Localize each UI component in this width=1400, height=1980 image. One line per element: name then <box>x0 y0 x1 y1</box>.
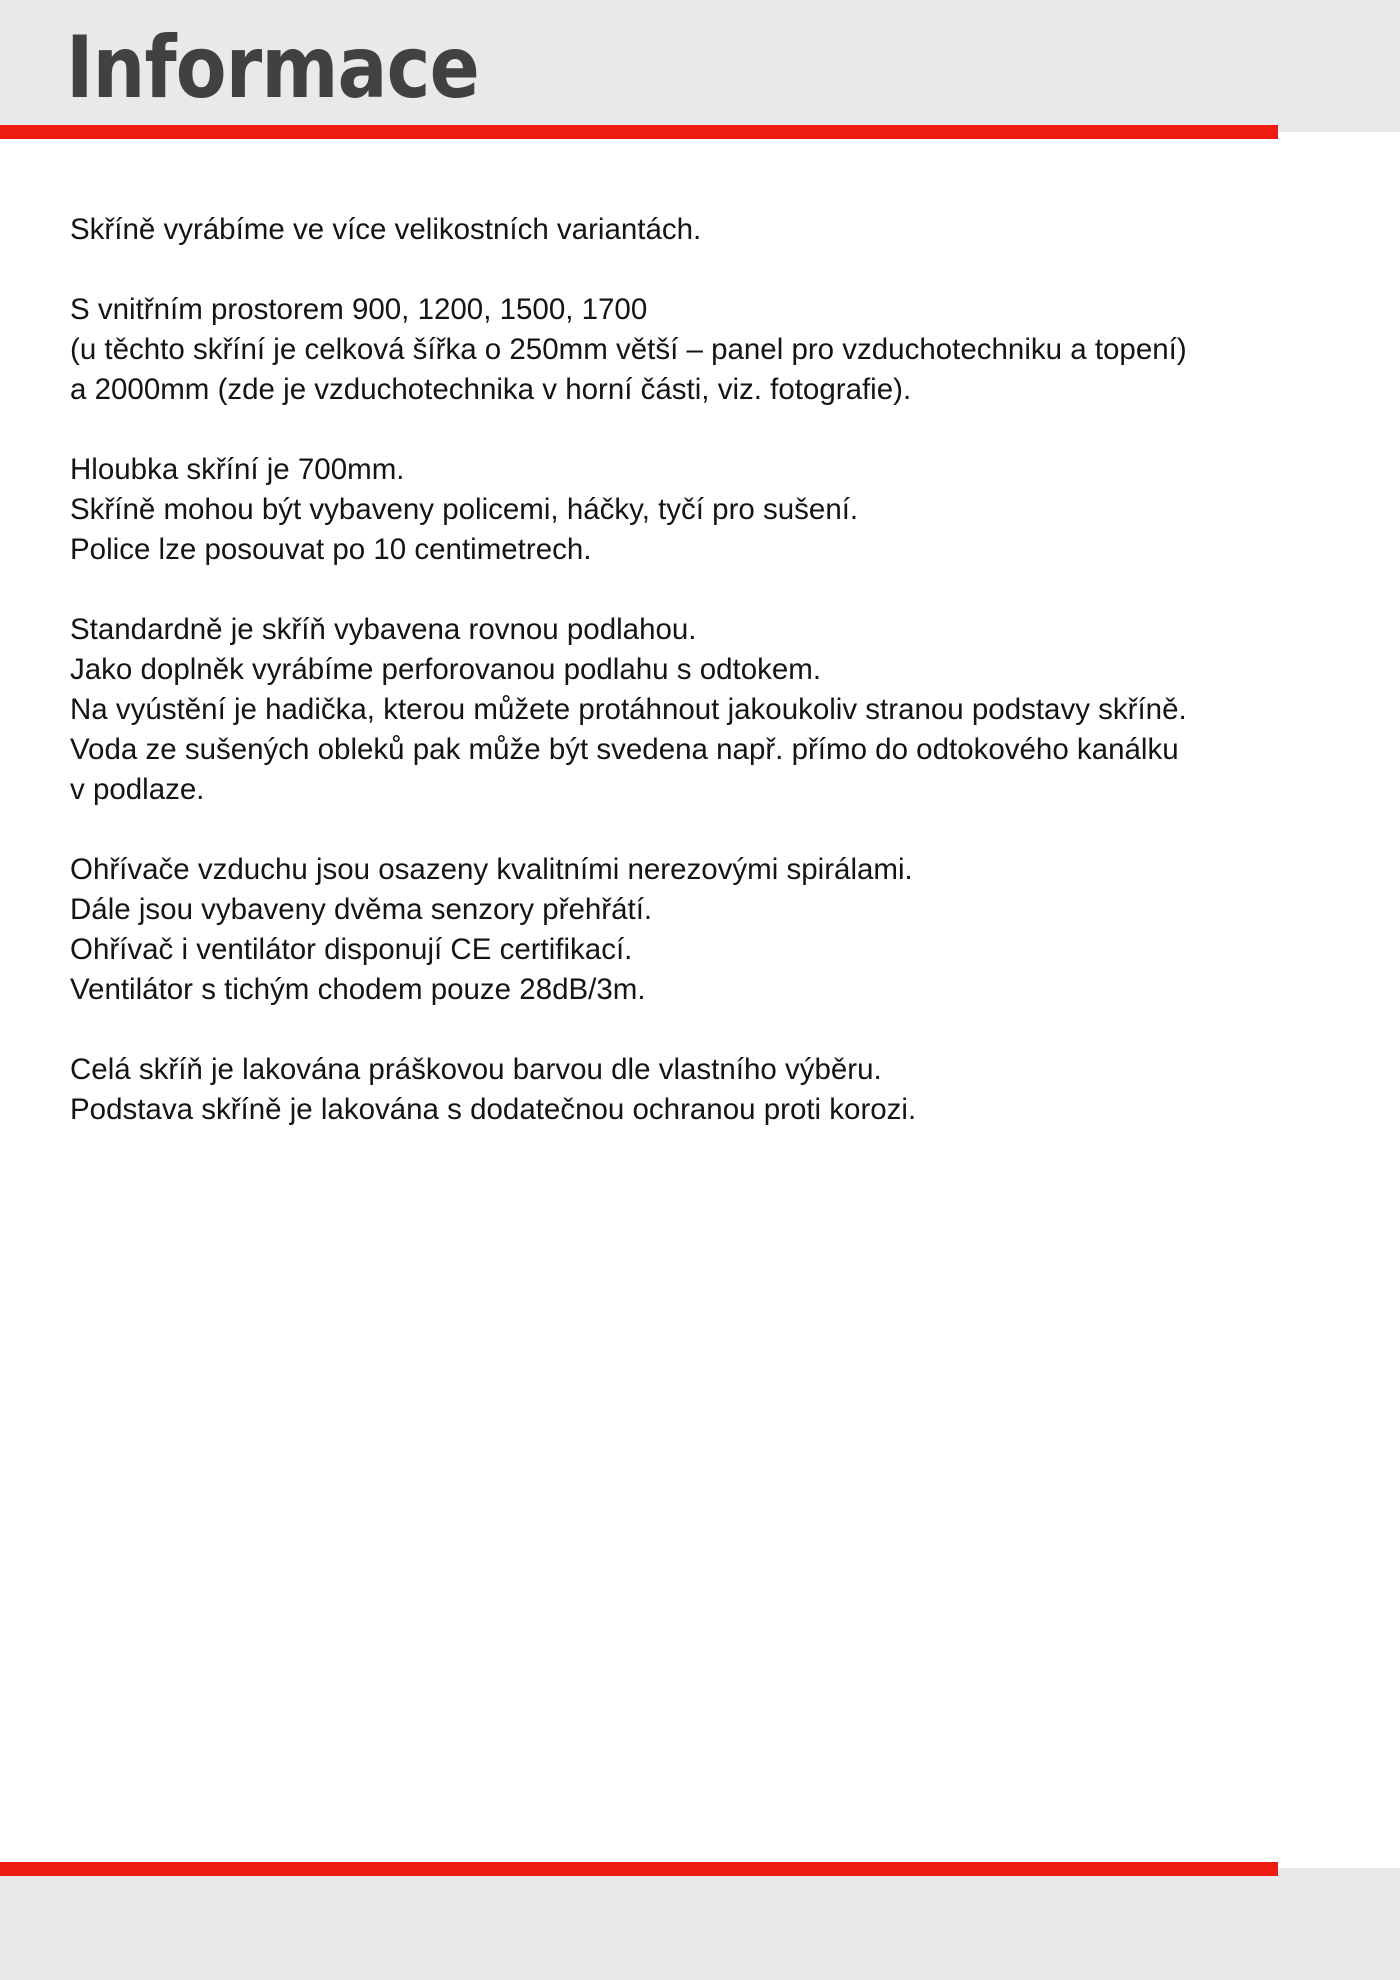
paragraph-variants <box>70 210 1360 250</box>
text-line: Skříně mohou být vybaveny policemi, háčky, tyčí pro sušení. <box>70 493 859 526</box>
text-line: Standardně je skříň vybavena rovnou podlahou. <box>70 613 697 646</box>
text-line: Dále jsou vybaveny dvěma senzory přehřátí. <box>70 893 653 926</box>
paragraph-heaters <box>70 850 1360 1010</box>
paragraph-coating <box>70 1050 1360 1130</box>
text-line: Ventilátor s tichým chodem pouze 28dB/3m. <box>70 973 646 1006</box>
bottom-red-rule <box>0 1862 1278 1876</box>
top-red-rule <box>0 125 1278 139</box>
text-line: Skříně vyrábíme ve více velikostních variantách. <box>70 213 702 246</box>
paragraph-sizes <box>70 290 1360 410</box>
text-line: (u těchto skříní je celková šířka o 250mm větší – panel pro vzduchotechniku a topení) <box>70 333 1187 366</box>
paragraph-depth-shelves <box>70 450 1360 570</box>
text-line: Hloubka skříní je 700mm. <box>70 453 405 486</box>
text-line: Police lze posouvat po 10 centimetrech. <box>70 533 592 566</box>
footer-band <box>0 1868 1400 1980</box>
text-line: a 2000mm (zde je vzduchotechnika v horní části, viz. fotografie). <box>70 373 912 406</box>
text-line: Jako doplněk vyrábíme perforovanou podlahu s odtokem. <box>70 653 822 686</box>
text-line: Na vyústění je hadička, kterou můžete protáhnout jakoukoliv stranou podstavy skříně. <box>70 693 1187 726</box>
info-content <box>70 210 1360 1170</box>
text-line: Ohřívač i ventilátor disponují CE certifikací. <box>70 933 633 966</box>
text-line: Voda ze sušených obleků pak může být svedena např. přímo do odtokového kanálku <box>70 733 1179 766</box>
text-line: Celá skříň je lakována práškovou barvou dle vlastního výběru. <box>70 1053 882 1086</box>
paragraph-floor-drain <box>70 610 1360 810</box>
page-title: Informace <box>66 18 479 118</box>
text-line: Ohřívače vzduchu jsou osazeny kvalitními nerezovými spirálami. <box>70 853 913 886</box>
text-line: Podstava skříně je lakována s dodatečnou ochranou proti korozi. <box>70 1093 917 1126</box>
text-line: v podlaze. <box>70 773 205 806</box>
text-line: S vnitřním prostorem 900, 1200, 1500, 1700 <box>70 293 648 326</box>
